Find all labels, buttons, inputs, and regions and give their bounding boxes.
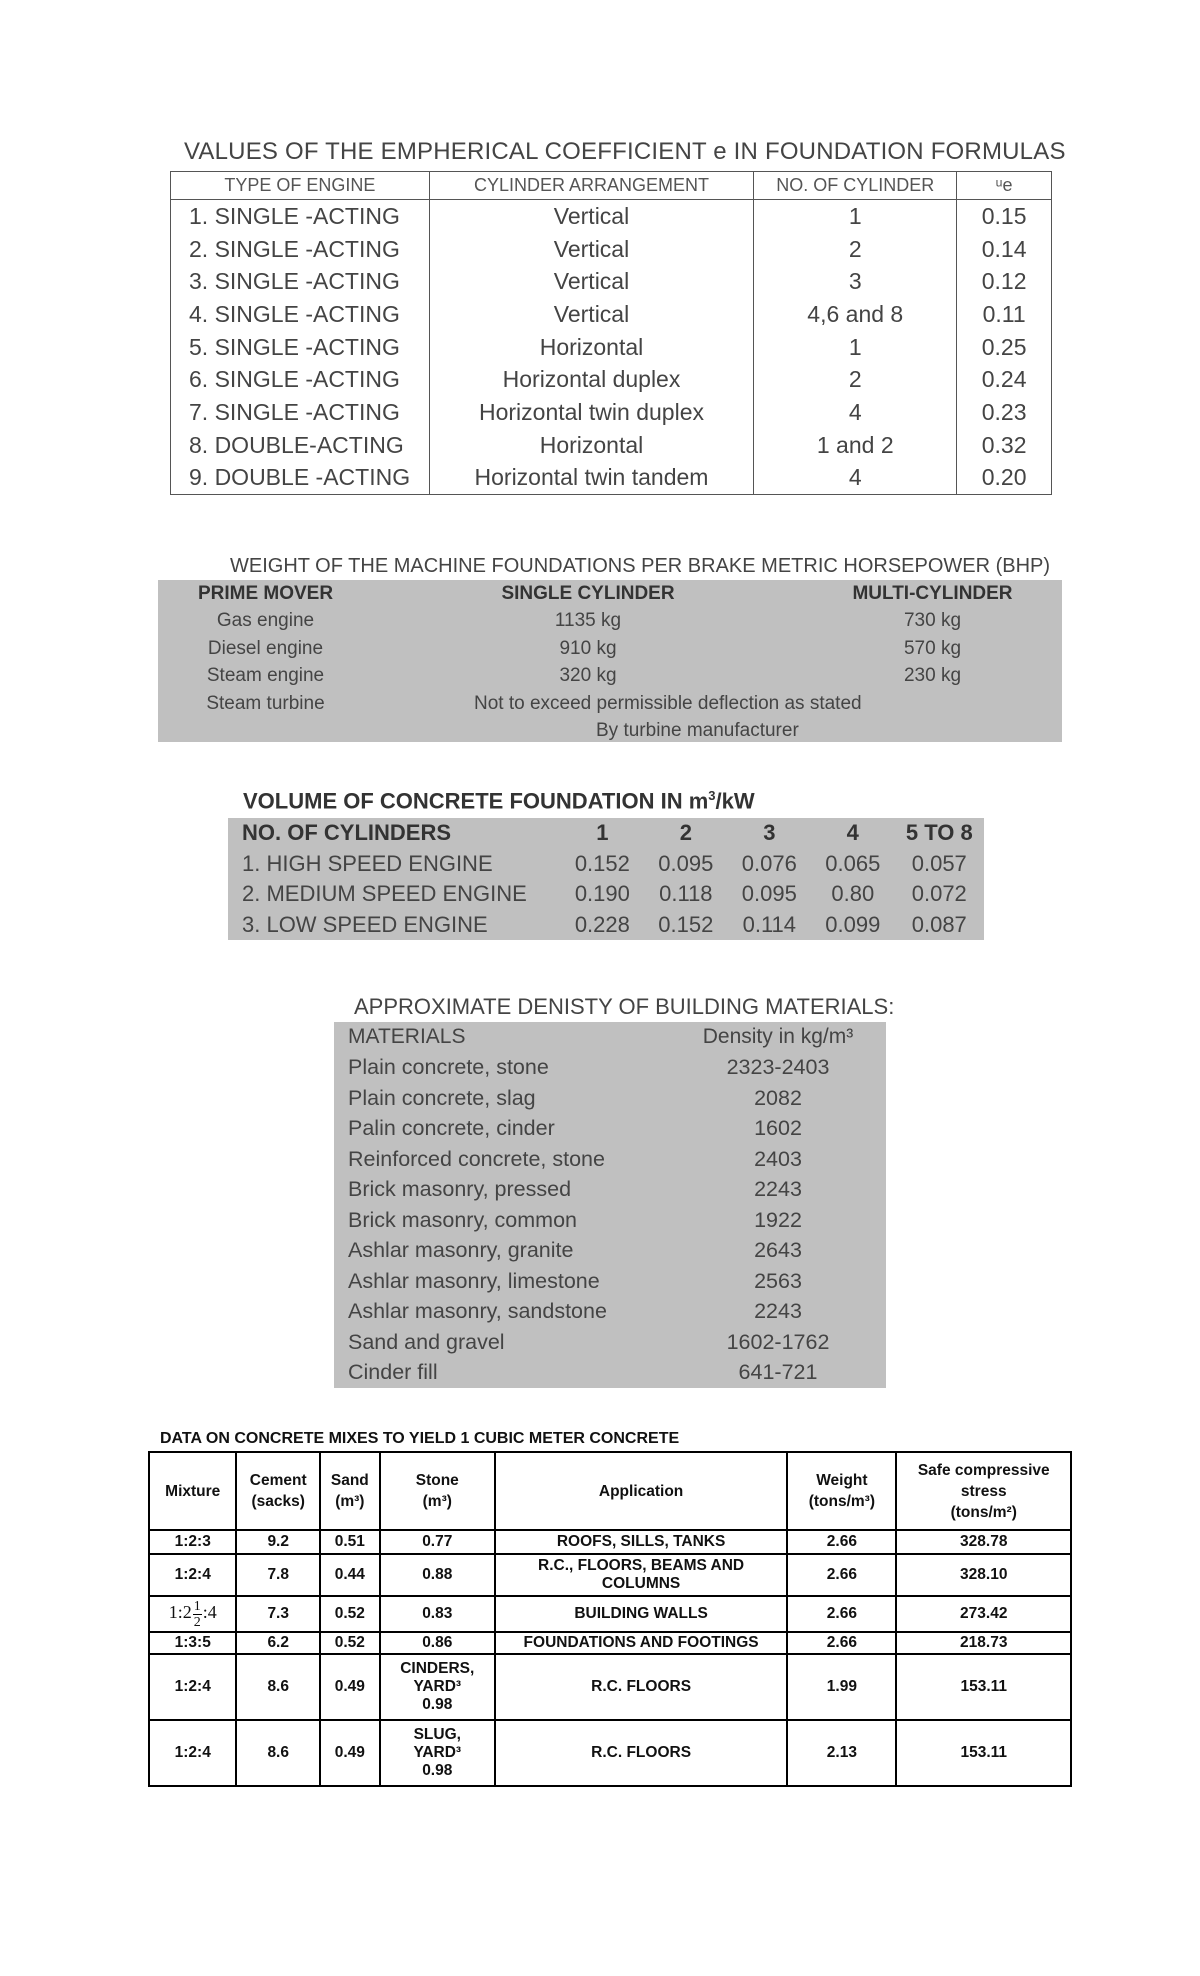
table-row (171, 429, 1052, 462)
cylinder-count-cell: 1 (754, 200, 957, 233)
table-row (158, 608, 1062, 636)
concrete-mixes-title: DATA ON CONCRETE MIXES TO YIELD 1 CUBIC METER CONCRETE (160, 1430, 680, 1447)
column-header-2: 2 (679, 820, 692, 846)
stone-cell (380, 1596, 495, 1632)
density-cell: 1602 (754, 1116, 802, 1141)
density-cell: 2243 (754, 1299, 802, 1324)
table-row (149, 1632, 1071, 1654)
mixture-cell (149, 1596, 236, 1632)
cement-cell: 7.8 (236, 1554, 320, 1596)
density-cell: 2563 (754, 1268, 802, 1293)
column-header-5-to-8: 5 TO 8 (905, 820, 973, 846)
coefficient-cell: 0.32 (957, 429, 1052, 462)
engine-type-cell: 1. SINGLE -ACTING (171, 200, 430, 233)
table-header-row (228, 818, 984, 849)
application-line: R.C., FLOORS, BEAMS AND (538, 1557, 745, 1574)
cylinder-arrangement-cell: Horizontal twin duplex (429, 396, 754, 429)
stone-line: SLUG, (413, 1726, 461, 1743)
table-row (158, 718, 1062, 746)
material-cell: Brick masonry, common (348, 1207, 577, 1232)
turbine-note-line1: Not to exceed permissible deflection as stated (474, 692, 862, 714)
column-header-cylinder-count: NO. OF CYLINDER (754, 172, 957, 200)
table-row (149, 1596, 1071, 1632)
table-row (171, 298, 1052, 331)
stress-cell: 153.11 (896, 1654, 1071, 1720)
weight-cell: 2.66 (787, 1554, 896, 1596)
weight-cell: 2.13 (787, 1720, 896, 1786)
density-cell: 2243 (754, 1177, 802, 1202)
volume-cell: 0.114 (742, 911, 797, 937)
stone-line: CINDERS, (400, 1660, 475, 1677)
column-header-weight (787, 1452, 896, 1530)
mixture-cell: 1:2:4 (149, 1554, 236, 1596)
cylinder-arrangement-cell: Horizontal (429, 331, 754, 364)
table-row (171, 233, 1052, 266)
cylinder-arrangement-cell: Horizontal duplex (429, 363, 754, 396)
header-line: (m³) (422, 1493, 452, 1510)
column-header-application (495, 1452, 787, 1530)
mixture-cell: 1:2:4 (149, 1720, 236, 1786)
volume-cell: 0.228 (574, 911, 630, 937)
volume-cell: 0.80 (831, 881, 875, 907)
cylinder-arrangement-cell: Vertical (429, 298, 754, 331)
stress-cell: 328.10 (896, 1554, 1071, 1596)
prime-mover-cell: Steam turbine (206, 692, 325, 714)
application-line: ROOFS, SILLS, TANKS (556, 1533, 726, 1550)
coefficient-cell: 0.12 (957, 265, 1052, 298)
column-header-1: 1 (596, 820, 609, 846)
stone-line: 0.86 (422, 1634, 453, 1651)
table-row (171, 396, 1052, 429)
stone-line: 0.77 (422, 1533, 453, 1550)
cylinder-count-cell: 2 (754, 363, 957, 396)
column-header-coefficient: ᵘe (957, 172, 1052, 200)
table-row (171, 462, 1052, 495)
column-header-stress (896, 1452, 1071, 1530)
application-cell (495, 1596, 787, 1632)
table-row (171, 363, 1052, 396)
mixture-tail: :4 (202, 1602, 217, 1623)
application-line: R.C. FLOORS (591, 1678, 692, 1695)
header-line: Safe compressive (917, 1461, 1050, 1479)
concrete-mixes-table (148, 1451, 1072, 1787)
application-cell (495, 1554, 787, 1596)
column-header-engine-type: TYPE OF ENGINE (171, 172, 430, 200)
stone-line: 0.98 (422, 1696, 453, 1713)
coefficient-cell: 0.11 (957, 298, 1052, 331)
header-line: stress (960, 1482, 1007, 1500)
table-row (149, 1554, 1071, 1596)
material-cell: Reinforced concrete, stone (348, 1146, 605, 1171)
table-header-row (158, 580, 1062, 608)
stone-cell (380, 1554, 495, 1596)
cylinder-count-cell: 3 (754, 265, 957, 298)
coefficient-cell: 0.20 (957, 462, 1052, 495)
density-cell: 1922 (754, 1207, 802, 1232)
table-row (149, 1654, 1071, 1720)
column-header-cylinder-arrangement: CYLINDER ARRANGEMENT (429, 172, 754, 200)
application-line: COLUMNS (601, 1575, 681, 1592)
engine-type-cell: 7. SINGLE -ACTING (171, 396, 430, 429)
stone-line: YARD³ (413, 1678, 462, 1695)
engine-type-cell: 6. SINGLE -ACTING (171, 363, 430, 396)
volume-cell: 0.095 (658, 850, 714, 876)
prime-mover-cell: Diesel engine (207, 637, 324, 659)
stone-line: YARD³ (413, 1744, 462, 1761)
table-row (228, 849, 984, 880)
cylinder-count-cell: 2 (754, 233, 957, 266)
header-line: Weight (816, 1472, 868, 1489)
density-cell: 641-721 (738, 1360, 818, 1385)
concrete-volume-table (228, 818, 984, 940)
multi-cylinder-cell: 230 kg (903, 665, 962, 687)
table-row (228, 879, 984, 910)
cement-cell: 9.2 (236, 1530, 320, 1554)
volume-cell: 0.076 (741, 850, 797, 876)
stone-cell (380, 1530, 495, 1554)
foundation-weight-table (158, 580, 1062, 745)
multi-cylinder-cell: 730 kg (903, 610, 962, 632)
cylinder-arrangement-cell: Vertical (429, 265, 754, 298)
stone-line: 0.83 (422, 1605, 453, 1622)
cement-cell: 7.3 (236, 1596, 320, 1632)
sand-cell: 0.49 (320, 1720, 380, 1786)
cylinder-arrangement-cell: Horizontal (429, 429, 754, 462)
cylinder-count-cell: 4 (754, 396, 957, 429)
stress-cell: 153.11 (896, 1720, 1071, 1786)
table-row (158, 635, 1062, 663)
material-density-title: APPROXIMATE DENISTY OF BUILDING MATERIALS: (354, 994, 895, 1019)
cylinder-count-cell: 1 (754, 331, 957, 364)
material-cell: Ashlar masonry, sandstone (348, 1299, 607, 1324)
column-header-sand (320, 1452, 380, 1530)
engine-speed-cell: 2. MEDIUM SPEED ENGINE (242, 881, 527, 907)
stress-cell: 273.42 (896, 1596, 1071, 1632)
material-cell: Plain concrete, slag (348, 1085, 536, 1110)
mixture-cell: 1:2:4 (149, 1654, 236, 1720)
prime-mover-cell: Gas engine (216, 610, 315, 632)
mixture-cell: 1:2:3 (149, 1530, 236, 1554)
column-header-single-cylinder: SINGLE CYLINDER (501, 582, 675, 604)
fraction-numerator: 1 (193, 1598, 201, 1614)
multi-cylinder-cell: 570 kg (903, 637, 962, 659)
material-cell: Palin concrete, cinder (348, 1116, 555, 1141)
material-cell: Ashlar masonry, granite (348, 1238, 574, 1263)
sand-cell: 0.51 (320, 1530, 380, 1554)
volume-cell: 0.152 (574, 850, 630, 876)
table-row (149, 1530, 1071, 1554)
column-header-stone (380, 1452, 495, 1530)
header-line: (m³) (335, 1493, 365, 1510)
material-cell: Cinder fill (348, 1360, 438, 1385)
volume-cell: 0.087 (911, 911, 967, 937)
material-cell: Brick masonry, pressed (348, 1177, 572, 1202)
cement-cell: 6.2 (236, 1632, 320, 1654)
sand-cell: 0.44 (320, 1554, 380, 1596)
material-cell: Sand and gravel (348, 1329, 505, 1354)
density-cell: 2323-2403 (726, 1055, 830, 1080)
table-row (334, 1358, 886, 1389)
volume-cell: 0.057 (911, 850, 967, 876)
coefficient-cell: 0.24 (957, 363, 1052, 396)
table-header-row (149, 1452, 1071, 1530)
concrete-volume-title: VOLUME OF CONCRETE FOUNDATION IN $m^3/kW$ (243, 788, 755, 814)
volume-cell: 0.190 (574, 881, 630, 907)
weight-cell: 2.66 (787, 1530, 896, 1554)
density-cell: 1602-1762 (726, 1329, 830, 1354)
table-header-row (171, 172, 1052, 200)
header-line: (sacks) (251, 1493, 305, 1510)
table-row (171, 265, 1052, 298)
stone-cell (380, 1632, 495, 1654)
engine-type-cell: 5. SINGLE -ACTING (171, 331, 430, 364)
material-cell: Ashlar masonry, limestone (348, 1268, 600, 1293)
column-header-multi-cylinder: MULTI-CYLINDER (852, 582, 1013, 604)
engine-type-cell: 3. SINGLE -ACTING (171, 265, 430, 298)
weight-cell: 2.66 (787, 1596, 896, 1632)
column-header-prime-mover: PRIME MOVER (197, 582, 334, 604)
sand-cell: 0.52 (320, 1632, 380, 1654)
volume-cell: 0.152 (658, 911, 714, 937)
single-cylinder-cell: 910 kg (559, 637, 617, 659)
material-density-table (334, 1022, 886, 1388)
table-row (334, 1144, 886, 1175)
table-row (334, 1083, 886, 1114)
engine-type-cell: 4. SINGLE -ACTING (171, 298, 430, 331)
stone-line: 0.98 (422, 1762, 453, 1779)
fraction-denominator: 2 (193, 1614, 201, 1630)
column-header-cylinders: NO. OF CYLINDERS (242, 820, 452, 846)
column-header-cement (236, 1452, 320, 1530)
stress-cell: 218.73 (896, 1632, 1071, 1654)
coefficient-cell: 0.15 (957, 200, 1052, 233)
coefficient-cell: 0.14 (957, 233, 1052, 266)
material-cell: Plain concrete, stone (348, 1055, 549, 1080)
table-row (158, 663, 1062, 691)
table-row (171, 200, 1052, 233)
turbine-note-line2: By turbine manufacturer (596, 720, 799, 742)
stone-cell (380, 1720, 495, 1786)
header-line: Stone (415, 1472, 459, 1489)
cylinder-count-cell: 1 and 2 (754, 429, 957, 462)
engine-type-cell: 9. DOUBLE -ACTING (171, 462, 430, 495)
table-row (334, 1327, 886, 1358)
sand-cell: 0.52 (320, 1596, 380, 1632)
stress-cell: 328.78 (896, 1530, 1071, 1554)
column-header-density: Density in kg/m³ (702, 1025, 854, 1049)
density-cell: 2082 (754, 1085, 802, 1110)
table-row (228, 910, 984, 941)
engine-speed-cell: 3. LOW SPEED ENGINE (242, 911, 488, 937)
header-line: Application (598, 1482, 684, 1500)
weight-cell: 2.66 (787, 1632, 896, 1654)
table-row (334, 1053, 886, 1084)
density-cell: 2643 (754, 1238, 802, 1263)
application-line: FOUNDATIONS AND FOOTINGS (523, 1634, 759, 1651)
table-row (334, 1266, 886, 1297)
engine-coefficient-title: VALUES OF THE EMPHERICAL COEFFICIENT e IN FOUNDATION FORMULAS (184, 138, 1066, 165)
application-line: R.C. FLOORS (591, 1744, 692, 1761)
mixture-fraction (168, 1598, 217, 1630)
stone-cell (380, 1654, 495, 1720)
table-row (171, 331, 1052, 364)
table-row (334, 1236, 886, 1267)
column-header-materials: MATERIALS (348, 1025, 466, 1049)
column-header-4: 4 (846, 820, 859, 846)
mixture-cell: 1:3:5 (149, 1632, 236, 1654)
coefficient-cell: 0.25 (957, 331, 1052, 364)
stone-line: 0.88 (422, 1566, 453, 1583)
table-row (334, 1205, 886, 1236)
engine-coefficient-table (170, 171, 1052, 495)
mixture-whole: 1:2 (168, 1602, 192, 1623)
volume-cell: 0.118 (659, 881, 713, 907)
volume-cell: 0.065 (825, 850, 881, 876)
column-header-mixture (149, 1452, 236, 1530)
cement-cell: 8.6 (236, 1654, 320, 1720)
application-cell (495, 1632, 787, 1654)
coefficient-cell: 0.23 (957, 396, 1052, 429)
sand-cell: 0.49 (320, 1654, 380, 1720)
application-cell (495, 1720, 787, 1786)
prime-mover-cell: Steam engine (206, 665, 325, 687)
table-row (334, 1114, 886, 1145)
volume-cell: 0.095 (741, 881, 797, 907)
header-line: Sand (330, 1472, 369, 1489)
table-row (334, 1297, 886, 1328)
header-line: Cement (249, 1472, 307, 1489)
table-row (158, 690, 1062, 718)
header-line: Mixture (165, 1482, 221, 1500)
cement-cell: 8.6 (236, 1720, 320, 1786)
cylinder-arrangement-cell: Vertical (429, 200, 754, 233)
cylinder-count-cell: 4 (754, 462, 957, 495)
density-cell: 2403 (754, 1146, 802, 1171)
weight-cell: 1.99 (787, 1654, 896, 1720)
header-line: (tons/m²) (950, 1503, 1017, 1521)
table-row (334, 1175, 886, 1206)
column-header-3: 3 (763, 820, 776, 846)
cylinder-arrangement-cell: Vertical (429, 233, 754, 266)
cylinder-arrangement-cell: Horizontal twin tandem (429, 462, 754, 495)
volume-cell: 0.099 (825, 911, 881, 937)
table-header-row (334, 1022, 886, 1053)
single-cylinder-cell: 320 kg (559, 665, 617, 687)
engine-speed-cell: 1. HIGH SPEED ENGINE (242, 850, 493, 876)
single-cylinder-cell: 1135 kg (554, 610, 622, 632)
header-line: (tons/m³) (808, 1493, 876, 1510)
engine-type-cell: 2. SINGLE -ACTING (171, 233, 430, 266)
application-cell (495, 1654, 787, 1720)
cylinder-count-cell: 4,6 and 8 (754, 298, 957, 331)
volume-cell: 0.072 (911, 881, 967, 907)
mixture-fraction-part (193, 1599, 202, 1630)
foundation-weight-title: WEIGHT OF THE MACHINE FOUNDATIONS PER BRAKE METRIC HORSEPOWER (BHP) (230, 555, 1051, 577)
application-line: BUILDING WALLS (574, 1605, 708, 1622)
application-cell (495, 1530, 787, 1554)
engine-type-cell: 8. DOUBLE-ACTING (171, 429, 430, 462)
table-row (149, 1720, 1071, 1786)
